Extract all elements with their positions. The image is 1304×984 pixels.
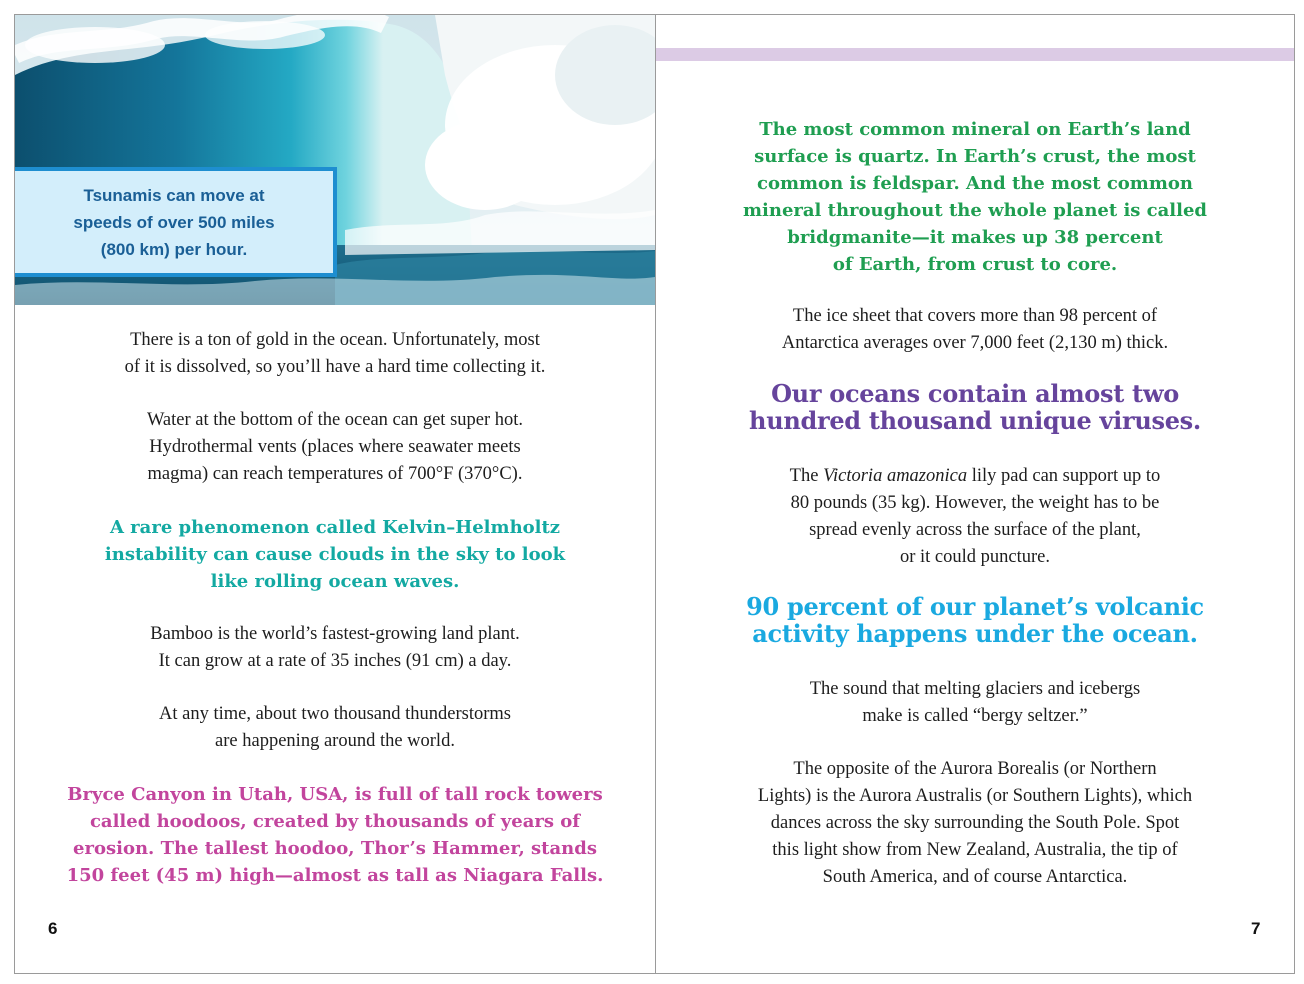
fact-line: 150 feet (45 m) high—almost as tall as Niagara Falls.: [66, 865, 604, 886]
fact-line: It can grow at a rate of 35 inches (91 cm) a day.: [158, 651, 512, 671]
fact-line: magma) can reach temperatures of 700°F (370°C).: [147, 464, 523, 484]
page-number-right: 7: [1251, 919, 1261, 938]
fact-line: South America, and of course Antarctica.: [822, 867, 1128, 887]
fact-bamboo: [15, 621, 655, 675]
headline-viruses: [656, 380, 1294, 434]
fact-line: [656, 143, 1294, 170]
headline-line: activity happens under the ocean.: [752, 619, 1198, 648]
text-run: . And the most common: [953, 173, 1193, 194]
callout-line: Tsunamis can move at: [83, 185, 265, 205]
fact-line: The most common mineral on Earth’s land: [759, 119, 1191, 140]
text-run: lily pad can support up to: [967, 466, 1161, 486]
species-name: Victoria amazonica: [823, 466, 968, 486]
page-number-left: 6: [48, 919, 58, 938]
fact-line: this light show from New Zealand, Australia, the tip of: [772, 840, 1178, 860]
fact-thunderstorms: [15, 701, 655, 755]
fact-line: [656, 463, 1294, 490]
text-run: surface is: [754, 146, 859, 167]
fact-line: make is called “bergy seltzer.”: [862, 706, 1088, 726]
fact-line: mineral throughout the whole planet is called: [742, 200, 1208, 221]
fact-line: At any time, about two thousand thunderstorms: [159, 704, 511, 724]
fact-line: of Earth, from crust to core.: [832, 254, 1118, 275]
book-spread: [14, 14, 1295, 974]
text-run: The: [789, 466, 824, 486]
fact-lily-pad: [656, 463, 1294, 571]
fact-hydrothermal: [15, 407, 655, 488]
fact-line: Bamboo is the world’s fastest-growing land plant.: [150, 624, 520, 644]
headline-line: 90 percent of our planet’s volcanic: [746, 592, 1204, 621]
fact-gold: [15, 327, 655, 381]
fact-line: are happening around the world.: [215, 731, 455, 751]
fact-line: The sound that melting glaciers and icebergs: [809, 679, 1141, 699]
fact-bryce-canyon: [15, 781, 655, 889]
fact-line: A rare phenomenon called Kelvin–Helmholtz: [109, 517, 561, 538]
fact-line: Water at the bottom of the ocean can get super hot.: [146, 410, 524, 430]
fact-line: 80 pounds (35 kg). However, the weight has to be: [790, 493, 1160, 513]
bridgmanite-term: bridgmanite: [787, 227, 912, 248]
text-run: . In Earth’s crust, the most: [923, 146, 1196, 167]
fact-line: Lights) is the Aurora Australis (or Southern Lights), which: [757, 786, 1193, 806]
quartz-term: quartz: [858, 146, 924, 167]
fact-line: The opposite of the Aurora Borealis (or Northern: [793, 759, 1157, 779]
fact-bergy-seltzer: [656, 676, 1294, 730]
headline-line: Our oceans contain almost two: [771, 379, 1179, 408]
tsunami-callout: [15, 167, 337, 277]
fact-line: Hydrothermal vents (places where seawater meets: [149, 437, 521, 457]
feldspar-term: feldspar: [872, 173, 954, 194]
right-page: [656, 15, 1294, 973]
fact-line: dances across the sky surrounding the South Pole. Spot: [770, 813, 1180, 833]
fact-kelvin-helmholtz: [15, 514, 655, 595]
fact-minerals: [656, 116, 1294, 278]
callout-line: speeds of over 500 miles: [73, 212, 275, 232]
fact-line: There is a ton of gold in the ocean. Unfortunately, most: [130, 330, 540, 350]
text-run: —it makes up 38 percent: [911, 227, 1163, 248]
fact-line: of it is dissolved, so you’ll have a hard time collecting it.: [124, 357, 546, 377]
fact-ice-sheet: [656, 303, 1294, 357]
fact-line: like rolling ocean waves.: [210, 571, 460, 592]
fact-line: erosion. The tallest hoodoo, Thor’s Hammer, stands: [73, 838, 597, 859]
header-band: [656, 48, 1294, 61]
fact-line: The ice sheet that covers more than 98 percent of: [792, 306, 1158, 326]
fact-line: [656, 224, 1294, 251]
left-page: [15, 15, 656, 973]
fact-line: called hoodoos, created by thousands of years of: [89, 811, 581, 832]
fact-line: [656, 170, 1294, 197]
headline-line: hundred thousand unique viruses.: [749, 406, 1201, 435]
callout-line: (800 km) per hour.: [100, 239, 248, 259]
text-run: common is: [757, 173, 873, 194]
fact-line: Bryce Canyon in Utah, USA, is full of tall rock towers: [67, 784, 603, 805]
fact-line: or it could puncture.: [899, 547, 1050, 567]
fact-line: Antarctica averages over 7,000 feet (2,130 m) thick.: [781, 333, 1169, 353]
fact-aurora: [656, 756, 1294, 891]
fact-line: spread evenly across the surface of the plant,: [809, 520, 1141, 540]
fact-line: instability can cause clouds in the sky to look: [104, 544, 566, 565]
headline-volcanic: [656, 593, 1294, 647]
